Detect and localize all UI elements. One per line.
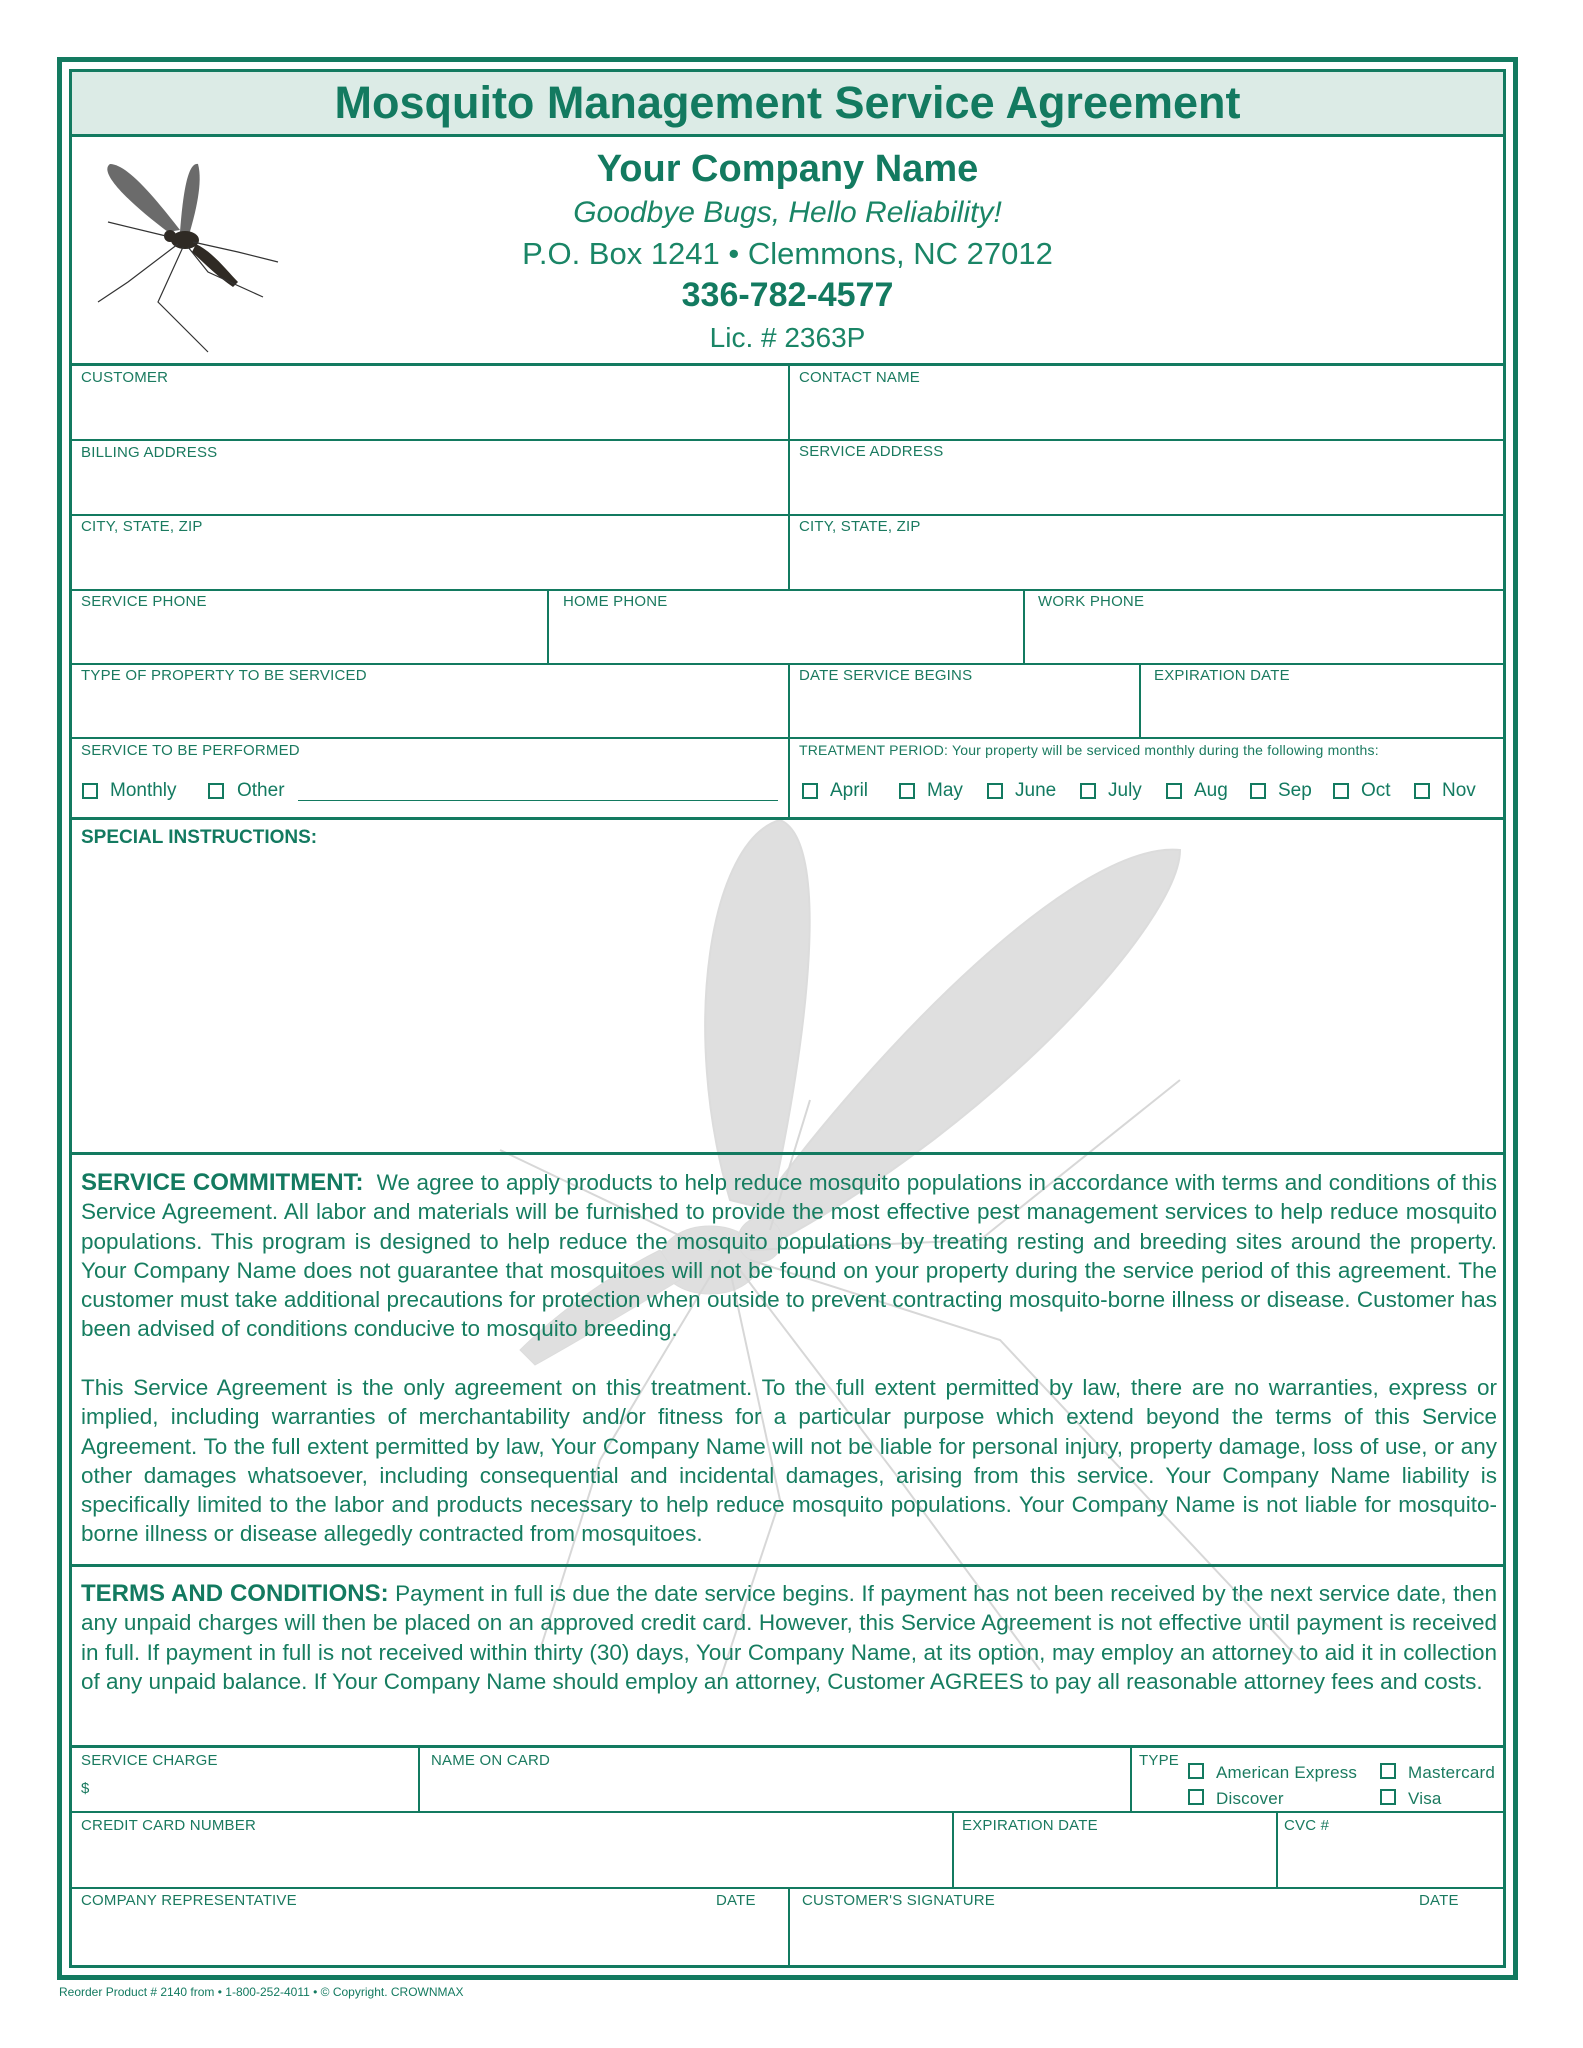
- company-rep-label: COMPANY REPRESENTATIVE: [81, 1892, 297, 1909]
- home-phone-label: HOME PHONE: [563, 593, 668, 610]
- month-checkbox-aug[interactable]: [1166, 783, 1182, 799]
- month-checkbox-sep[interactable]: [1250, 783, 1266, 799]
- monthly-label: Monthly: [110, 780, 177, 801]
- card-type-label: TYPE: [1139, 1752, 1179, 1769]
- other-checkbox[interactable]: [208, 783, 224, 799]
- month-checkbox-july[interactable]: [1080, 783, 1096, 799]
- customer-date-label: DATE: [1419, 1892, 1459, 1909]
- month-label-oct: Oct: [1361, 780, 1391, 801]
- monthly-checkbox[interactable]: [82, 783, 98, 799]
- billing-address-label: BILLING ADDRESS: [81, 444, 218, 461]
- month-checkbox-april[interactable]: [802, 783, 818, 799]
- terms-paragraph: [81, 1579, 1497, 1696]
- amex-checkbox[interactable]: [1188, 1763, 1204, 1779]
- customer-signature-label: CUSTOMER'S SIGNATURE: [802, 1892, 995, 1909]
- credit-card-number-label: CREDIT CARD NUMBER: [81, 1817, 257, 1834]
- divider: [418, 1747, 420, 1811]
- month-label-nov: Nov: [1442, 780, 1476, 801]
- mastercard-checkbox[interactable]: [1380, 1763, 1396, 1779]
- divider: [1276, 1812, 1278, 1887]
- agreement-disclaimer-paragraph: This Service Agreement is the only agreement on this treatment. To the full extent permitted by law, there are no warranties, express or implied, including warranties of merchantability and/or fitness for a particular purpose which extend beyond the terms of this Service Agreement. To the full extent permitted by law, Your Company Name will not be liable for personal injury, property damage, loss of use, or any other damages whatsoever, including consequential and incidental damages, arising from this service. Your Company Name liability is specifically limited to the labor and products necessary to help reduce mosquito populations. Your Company Name is not liable for mosquito-borne illness or disease allegedly contracted from mosquitoes.: [81, 1375, 1497, 1547]
- other-label: Other: [237, 780, 285, 801]
- company-license: Lic. # 2363P: [709, 322, 866, 353]
- month-checkbox-may[interactable]: [899, 783, 915, 799]
- service-commitment-paragraph: [81, 1168, 1497, 1344]
- terms-heading: TERMS AND CONDITIONS:: [81, 1580, 389, 1607]
- terms-text: Payment in full is due the date service begins. If payment has not been received by the next service date, then any unpaid charges will then be placed on an approved credit card. However, this Service Agreement is not effective until payment is received in full. If payment in full is not received within thirty (30) days, Your Company Name, at its option, may employ an attorney to aid it in collection of any unpaid balance. If Your Company Name should employ an attorney, Customer AGREES to pay all reasonable attorney fees and costs.: [81, 1581, 1497, 1694]
- company-name: Your Company Name: [596, 148, 979, 190]
- cvc-label: CVC #: [1284, 1817, 1330, 1834]
- month-label-july: July: [1108, 780, 1142, 801]
- month-checkbox-june[interactable]: [987, 783, 1003, 799]
- name-on-card-label: NAME ON CARD: [431, 1752, 551, 1769]
- contact-name-label: CONTACT NAME: [799, 369, 921, 386]
- month-label-aug: Aug: [1194, 780, 1228, 801]
- divider: [72, 1745, 1503, 1748]
- reorder-footer: Reorder Product # 2140 from • 1-800-252-4011 • © Copyright. CROWNMAX: [59, 1985, 464, 1999]
- billing-city-label: CITY, STATE, ZIP: [81, 518, 203, 535]
- month-label-may: May: [927, 780, 963, 801]
- divider: [1139, 664, 1141, 737]
- company-phone: 336-782-4577: [681, 276, 894, 314]
- company-address: P.O. Box 1241 • Clemmons, NC 27012: [522, 236, 1053, 271]
- month-label-sep: Sep: [1278, 780, 1312, 801]
- special-instructions-heading: SPECIAL INSTRUCTIONS:: [81, 827, 318, 848]
- card-expiration-label: EXPIRATION DATE: [962, 1817, 1098, 1834]
- service-commitment-text: We agree to apply products to help reduce mosquito populations in accordance with terms and conditions of this Service Agreement. All labor and materials will be furnished to provide the most effective pest management services to help reduce mosquito populations. This program is designed to help reduce the mosquito populations by treating resting and breeding sites around the property. Your Company Name does not guarantee that mosquitoes will not be found on your property during the service period of this agreement. The customer must take additional precautions for protection when outside to prevent contracting mosquito-borne illness or disease. Customer has been advised of conditions conducive to mosquito breeding.: [81, 1170, 1498, 1342]
- divider: [788, 664, 790, 817]
- month-label-april: April: [830, 780, 869, 801]
- service-commitment-heading: SERVICE COMMITMENT:: [81, 1169, 364, 1196]
- discover-checkbox[interactable]: [1188, 1789, 1204, 1805]
- month-label-june: June: [1015, 780, 1057, 801]
- visa-label: Visa: [1408, 1789, 1442, 1808]
- property-type-label: TYPE OF PROPERTY TO BE SERVICED: [81, 667, 367, 684]
- service-charge-label: SERVICE CHARGE: [81, 1752, 218, 1769]
- divider: [72, 1564, 1503, 1567]
- date-begins-label: DATE SERVICE BEGINS: [799, 667, 973, 684]
- divider: [72, 589, 1503, 591]
- month-checkbox-nov[interactable]: [1414, 783, 1430, 799]
- service-city-label: CITY, STATE, ZIP: [799, 518, 921, 535]
- currency-symbol: $: [81, 1780, 90, 1797]
- special-instructions-area[interactable]: [74, 855, 1501, 1150]
- service-performed-label: SERVICE TO BE PERFORMED: [81, 742, 300, 759]
- divider: [72, 817, 1503, 820]
- company-slogan: Goodbye Bugs, Hello Reliability!: [573, 196, 1002, 229]
- service-phone-label: SERVICE PHONE: [81, 593, 207, 610]
- divider: [1023, 590, 1025, 663]
- divider: [788, 1888, 790, 1966]
- divider: [547, 590, 549, 663]
- month-checkbox-oct[interactable]: [1333, 783, 1349, 799]
- divider: [72, 1811, 1503, 1813]
- form-title: Mosquito Management Service Agreement: [72, 72, 1503, 137]
- expiration-date-label: EXPIRATION DATE: [1154, 667, 1290, 684]
- treatment-period-label: TREATMENT PERIOD: Your property will be serviced monthly during the following months:: [799, 742, 1379, 758]
- other-blank-line[interactable]: [298, 800, 778, 801]
- customer-label: CUSTOMER: [81, 369, 169, 386]
- visa-checkbox[interactable]: [1380, 1789, 1396, 1805]
- work-phone-label: WORK PHONE: [1038, 593, 1145, 610]
- divider: [952, 1812, 954, 1887]
- divider: [72, 1152, 1503, 1155]
- divider: [1130, 1747, 1132, 1811]
- amex-label: American Express: [1216, 1763, 1358, 1782]
- discover-label: Discover: [1216, 1789, 1284, 1808]
- company-rep-date-label: DATE: [716, 1892, 756, 1909]
- service-address-label: SERVICE ADDRESS: [799, 443, 944, 460]
- mastercard-label: Mastercard: [1408, 1763, 1496, 1782]
- divider: [788, 365, 790, 589]
